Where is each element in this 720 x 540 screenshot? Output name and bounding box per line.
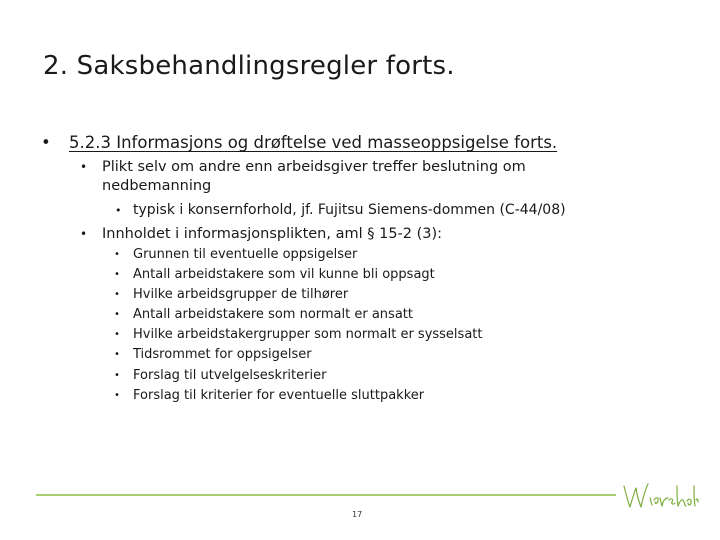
slide-title: 2. Saksbehandlingsregler forts. <box>43 51 455 81</box>
bullet-marker: • <box>114 329 120 341</box>
bullet-marker: • <box>114 369 120 381</box>
section-heading-text: 5.2.3 Informasjons og drøftelse ved masseoppsigelse forts. <box>69 133 558 152</box>
page-number: 17 <box>352 510 363 519</box>
bullet-marker: • <box>114 349 120 361</box>
list-item-text: Grunnen til eventuelle oppsigelser <box>133 247 358 262</box>
point-1-line-2: nedbemanning <box>102 178 212 194</box>
signature-text: Wiersholm <box>620 478 626 479</box>
list-item-text: Antall arbeidstakere som normalt er ansatt <box>133 307 413 323</box>
bullet-marker: • <box>114 309 120 321</box>
bullet-marker: • <box>114 269 120 281</box>
bullet-marker: • <box>80 227 88 241</box>
list-item-text: Hvilke arbeidsgrupper de tilhører <box>133 287 349 303</box>
point-1-sub-text: typisk i konsernforhold, jf. Fujitsu Siemens-dommen (C-44/08) <box>133 202 566 218</box>
footer-divider <box>36 494 616 496</box>
list-item-text: Hvilke arbeidstakergrupper som normalt er sysselsatt <box>133 327 483 343</box>
bullet-marker: • <box>114 389 120 401</box>
list-item-text: Forslag til utvelgelseskriterier <box>133 367 327 383</box>
point-1-line-1: Plikt selv om andre enn arbeidsgiver treffer beslutning om <box>102 159 526 175</box>
bullet-marker: • <box>114 249 120 260</box>
wiersholm-signature-logo <box>620 478 700 512</box>
bullet-marker: • <box>114 289 120 301</box>
bullet-marker: • <box>41 133 51 152</box>
list-item-text: Antall arbeidstakere som vil kunne bli oppsagt <box>133 267 435 283</box>
section-heading <box>41 133 557 152</box>
list-item-text: Forslag til kriterier for eventuelle sluttpakker <box>133 387 425 403</box>
bullet-marker: • <box>80 160 88 174</box>
bullet-marker: • <box>115 204 122 217</box>
list-item-text: Tidsrommet for oppsigelser <box>133 347 312 363</box>
point-2-text: Innholdet i informasjonsplikten, aml § 15-2 (3): <box>102 226 443 242</box>
